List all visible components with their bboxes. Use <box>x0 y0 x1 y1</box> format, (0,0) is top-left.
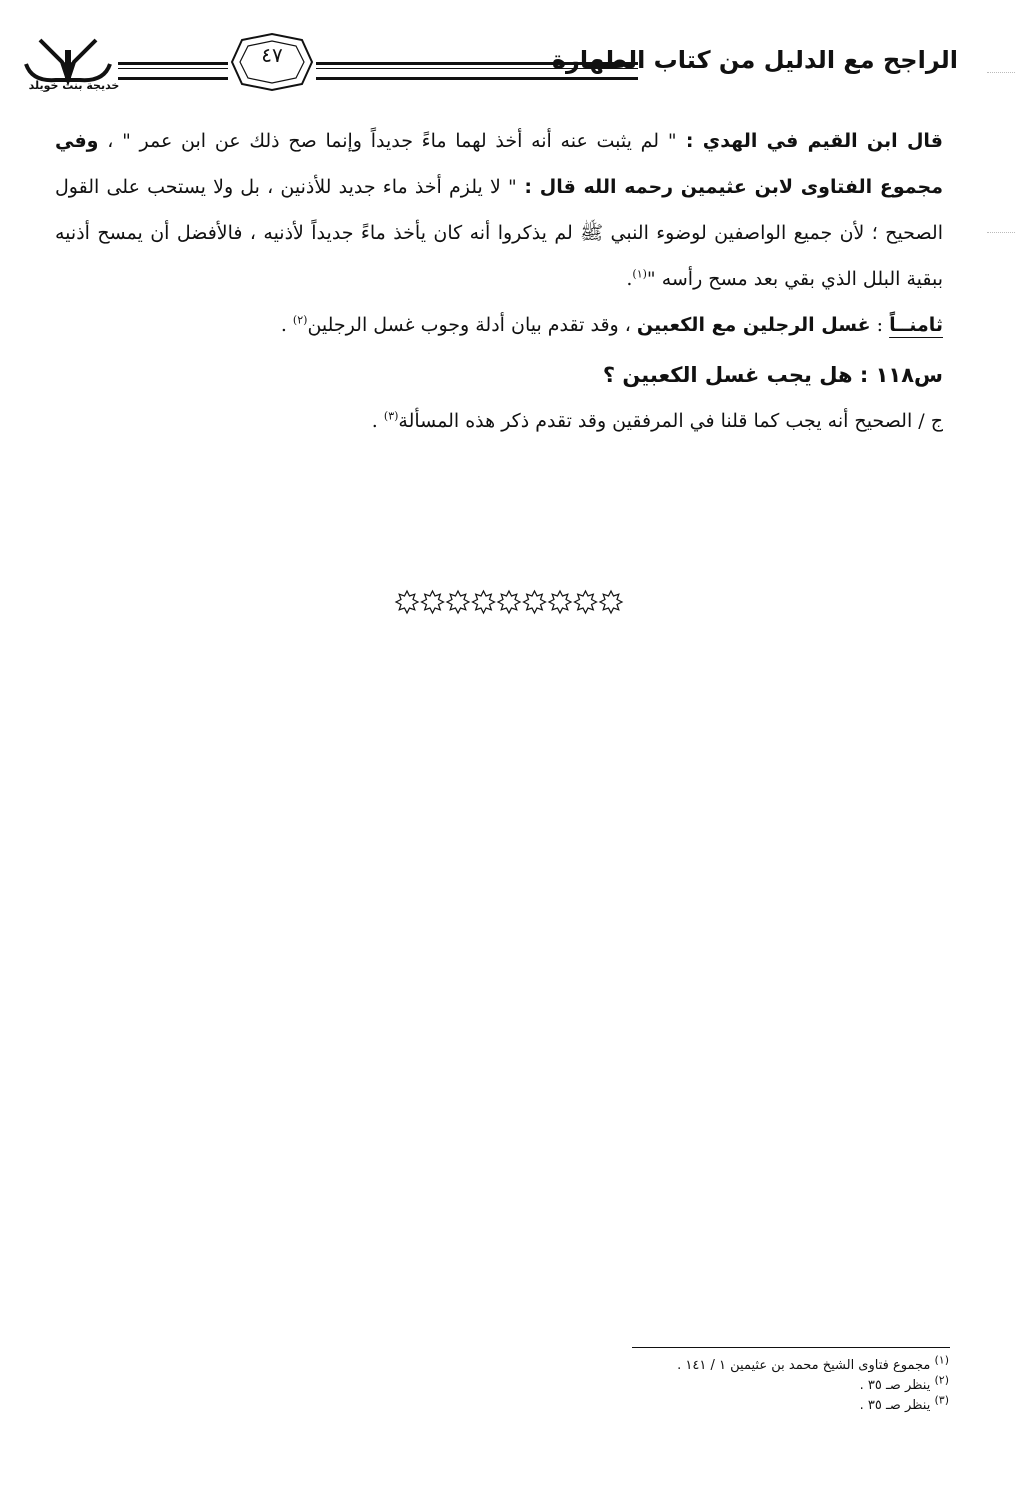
bold-lead: قال ابن القيم في الهدي : <box>676 130 944 152</box>
star-icon <box>524 591 546 613</box>
page-number: ٤٧ <box>261 43 283 67</box>
quote-text: " لا يلزم أخذ ماء جديد للأذنين ، بل ولا يستحب على القول الصحيح ؛ لأن جميع الواصفين لوضوء النبي ﷺ لم يذكروا أنه كان يأخذ ماءً جديداً لأذنيه ، فالأفضل أن يمسح أذنيه ببقية البلل الذي بقي بعد مسح رأسه " <box>55 176 943 290</box>
star-icon <box>549 591 571 613</box>
footnotes <box>529 1353 949 1416</box>
bold-source: وفي مجموع الفتاوى لابن عثيمين رحمه الله قال : <box>55 130 943 198</box>
footnote-ref: (٣) <box>383 409 399 423</box>
header-rule-left <box>118 62 228 80</box>
paragraph-text: ، وقد تقدم بيان أدلة وجوب غسل الرجلين <box>307 314 637 336</box>
footnote-text: ينظر صـ ٣٥ . <box>859 1378 931 1393</box>
star-icon <box>422 591 444 613</box>
paragraph-2 <box>55 302 943 348</box>
star-icon <box>447 591 469 613</box>
footnote-number: (٣) <box>934 1393 949 1407</box>
footnote-text: ينظر صـ ٣٥ . <box>859 1398 931 1413</box>
punctuation: . <box>280 314 293 336</box>
question-heading: س١١٨ : هل يجب غسل الكعبين ؟ <box>602 363 943 387</box>
footnote-number: (٢) <box>934 1373 949 1387</box>
running-title: الراجح مع الدليل من كتاب الطهارة <box>551 46 958 74</box>
footnote-item <box>529 1353 949 1376</box>
star-icon <box>498 591 520 613</box>
margin-mark <box>987 72 1015 73</box>
footnote-ref: (١) <box>632 267 647 281</box>
section-label: ثامنــاً <box>889 314 943 336</box>
main-text <box>55 118 943 444</box>
answer-text: ج / الصحيح أنه يجب كما قلنا في المرفقين وقد تقدم ذكر هذه المسألة <box>398 410 943 432</box>
star-icon <box>473 591 495 613</box>
punctuation: . <box>371 410 384 432</box>
footnote-ref: (٢) <box>292 313 308 327</box>
section-title: غسل الرجلين مع الكعبين <box>636 314 871 336</box>
publisher-logo <box>18 28 118 104</box>
page-header <box>18 28 958 108</box>
footnote-item <box>529 1373 949 1396</box>
margin-mark <box>987 232 1015 233</box>
answer-paragraph <box>55 398 943 444</box>
logo-caption: خديجة بنت خويلد <box>28 79 120 92</box>
footnote-separator <box>632 1347 950 1348</box>
star-ornament-divider <box>394 587 624 617</box>
paragraph-1 <box>55 118 943 302</box>
punctuation: . <box>626 268 633 290</box>
star-icon <box>600 591 622 613</box>
star-icon <box>396 591 418 613</box>
star-icon <box>575 591 597 613</box>
footnote-text: مجموع فتاوى الشيخ محمد بن عثيمين ١ / ١٤١ . <box>677 1358 931 1373</box>
quote-text: " لم يثبت عنه أنه أخذ لهما ماءً جديداً وإنما صح ذلك عن ابن عمر " ، <box>98 130 677 152</box>
footnote-number: (١) <box>934 1353 949 1367</box>
punctuation: : <box>870 314 890 336</box>
footnote-item <box>529 1393 949 1416</box>
